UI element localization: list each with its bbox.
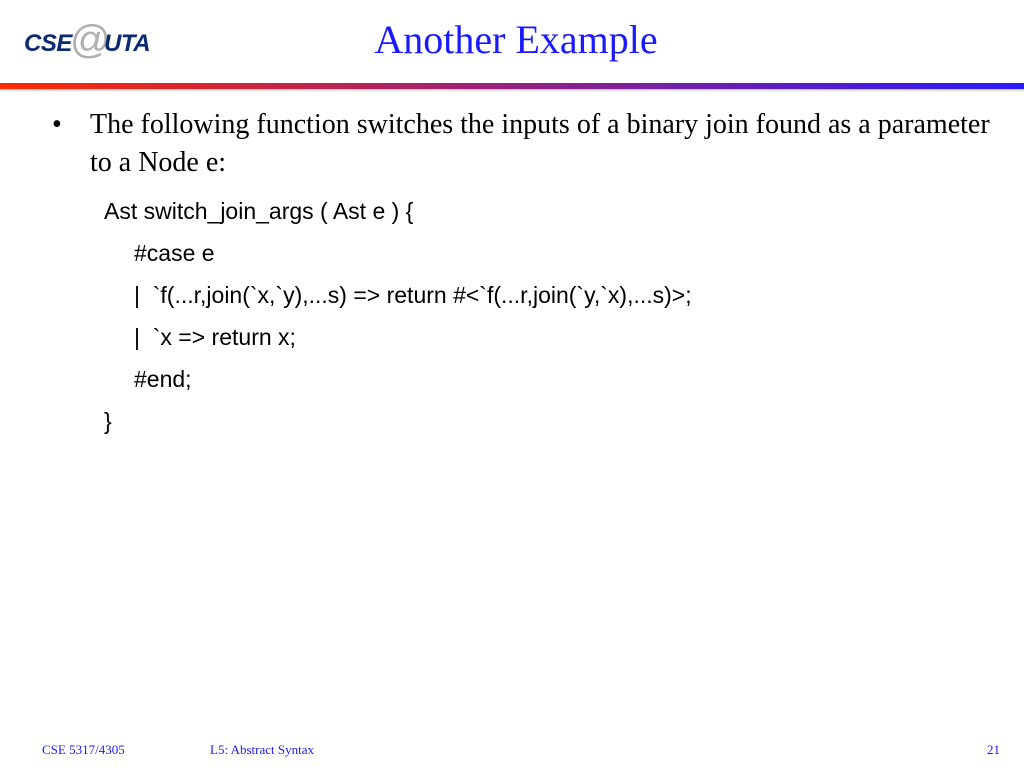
code-line: | `f(...r,join(`x,`y),...s) => return #<`f(...r,join(`y,`x),...s)>; — [134, 282, 692, 308]
code-line: | `x => return x; — [134, 324, 296, 350]
code-line: #case e — [134, 240, 215, 266]
footer-course: CSE 5317/4305 — [42, 742, 125, 757]
slide-title: Another Example — [374, 17, 658, 62]
code-line: } — [104, 408, 112, 434]
logo-at-icon: @ — [70, 18, 111, 62]
footer-lecture: L5: Abstract Syntax — [210, 742, 314, 757]
bullet-text: The following function switches the inputs of a binary join found as a parameter to a Node e: — [90, 109, 990, 178]
title-gradient-bar — [0, 83, 1024, 93]
code-block — [104, 195, 692, 447]
logo-cse-text: CSE — [24, 30, 72, 57]
bullet-dot-icon: • — [52, 109, 62, 140]
code-line: #end; — [134, 366, 192, 392]
logo-uta-text: UTA — [104, 30, 151, 57]
code-line: Ast switch_join_args ( Ast e ) { — [104, 198, 414, 224]
footer-page-number: 21 — [987, 742, 1000, 757]
